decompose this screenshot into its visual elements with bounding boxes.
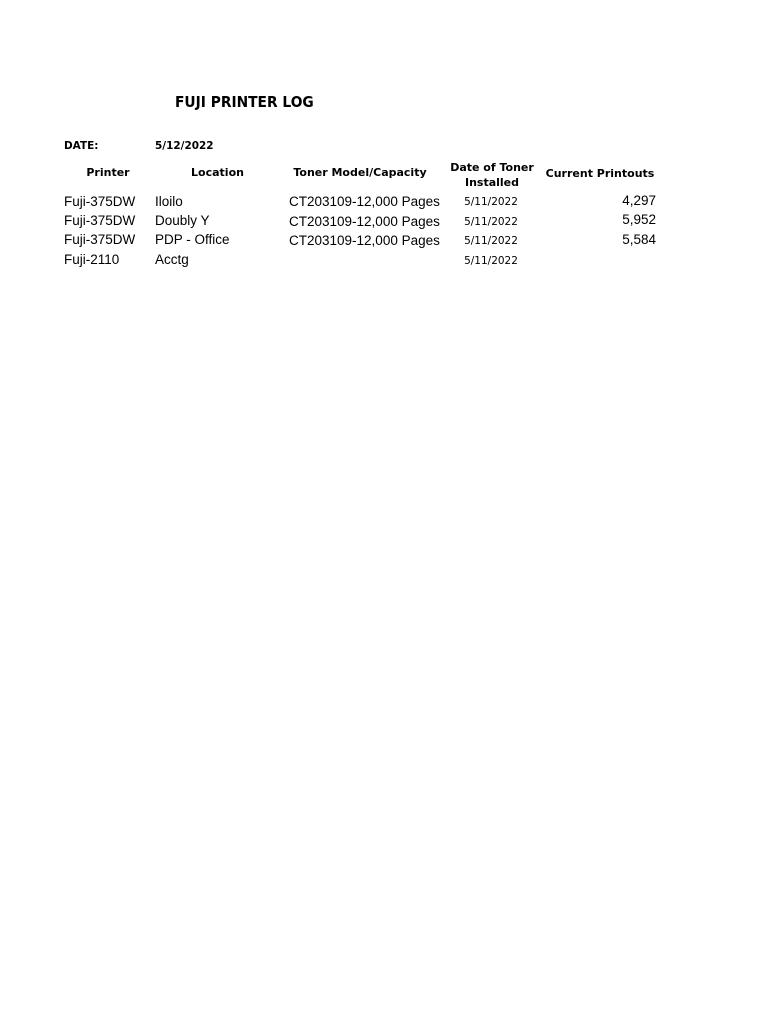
cell-date-installed: 5/11/2022 <box>464 196 518 208</box>
column-header-toner: Toner Model/Capacity <box>293 166 427 179</box>
cell-toner: CT203109-12,000 Pages <box>289 214 440 229</box>
column-header-date-installed-line2: Installed <box>464 176 520 189</box>
column-header-printouts: Current Printouts <box>545 167 655 180</box>
cell-location: Doubly Y <box>155 213 210 228</box>
cell-printouts: 4,297 <box>622 193 656 208</box>
cell-toner: CT203109-12,000 Pages <box>289 194 440 209</box>
cell-location: PDP - Office <box>155 232 230 247</box>
cell-printouts: 5,952 <box>622 212 656 227</box>
cell-printer: Fuji-375DW <box>64 213 136 228</box>
column-header-printer: Printer <box>86 166 130 179</box>
cell-date-installed: 5/11/2022 <box>464 255 518 267</box>
column-header-date-installed-line1: Date of Toner <box>450 161 534 174</box>
cell-date-installed: 5/11/2022 <box>464 235 518 247</box>
cell-printer: Fuji-375DW <box>64 232 136 247</box>
cell-toner: CT203109-12,000 Pages <box>289 233 440 248</box>
cell-location: Iloilo <box>155 194 183 209</box>
cell-location: Acctg <box>155 252 189 267</box>
date-label: DATE: <box>64 139 99 152</box>
cell-printer: Fuji-2110 <box>64 252 120 267</box>
column-header-location: Location <box>191 166 244 179</box>
cell-date-installed: 5/11/2022 <box>464 216 518 228</box>
cell-printouts: 5,584 <box>622 232 656 247</box>
column-header-date-installed <box>447 160 537 190</box>
date-value: 5/12/2022 <box>155 139 214 152</box>
cell-printer: Fuji-375DW <box>64 194 136 209</box>
page-title: FUJI PRINTER LOG <box>175 93 314 111</box>
